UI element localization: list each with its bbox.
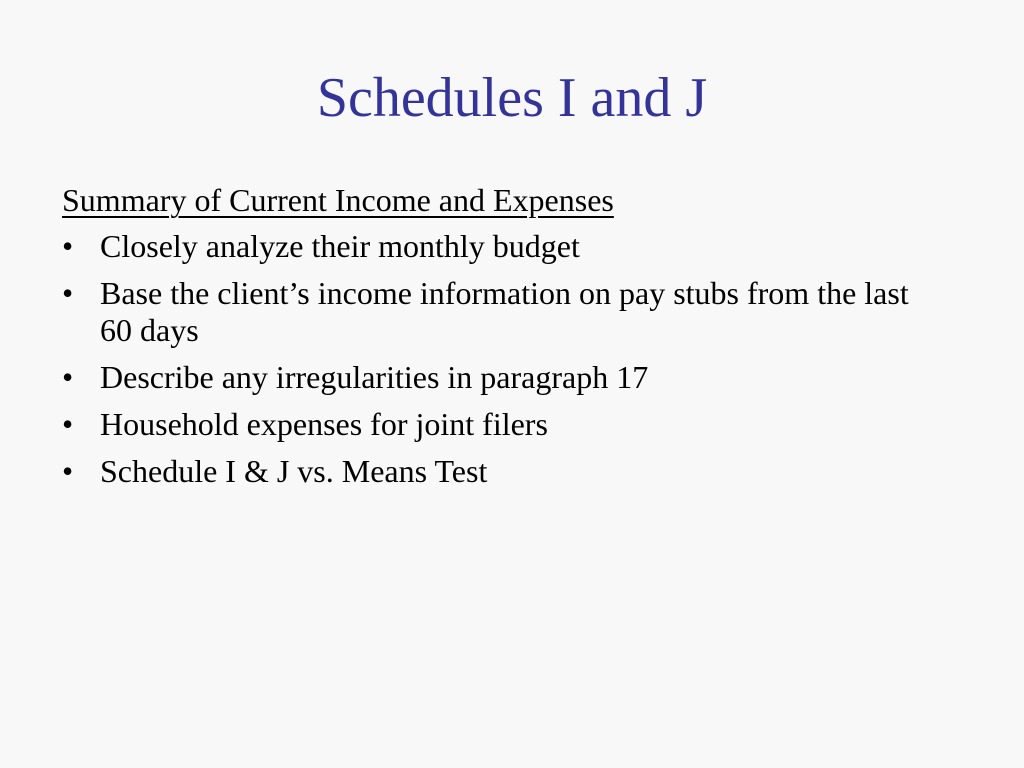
bullet-icon: •: [62, 359, 74, 395]
bullet-text: Schedule I & J vs. Means Test: [100, 453, 488, 489]
bullet-item: [62, 406, 942, 443]
bullet-item: [62, 453, 942, 490]
bullet-icon: •: [62, 406, 74, 442]
bullet-text: Household expenses for joint filers: [100, 406, 548, 442]
section-subheading: Summary of Current Income and Expenses: [62, 182, 614, 218]
bullet-item: [62, 359, 942, 396]
bullet-icon: •: [62, 275, 74, 311]
bullet-item: [62, 275, 942, 349]
bullet-text: Describe any irregularities in paragraph 17: [100, 359, 649, 395]
bullet-icon: •: [62, 228, 74, 264]
slide-body: [62, 180, 942, 500]
bullet-text: Base the client’s income information on pay stubs from the last 60 days: [100, 275, 909, 348]
bullet-icon: •: [62, 453, 74, 489]
bullet-list: [62, 228, 942, 490]
bullet-item: [62, 228, 942, 265]
slide-title: Schedules I and J: [316, 67, 708, 129]
bullet-text: Closely analyze their monthly budget: [100, 228, 580, 264]
